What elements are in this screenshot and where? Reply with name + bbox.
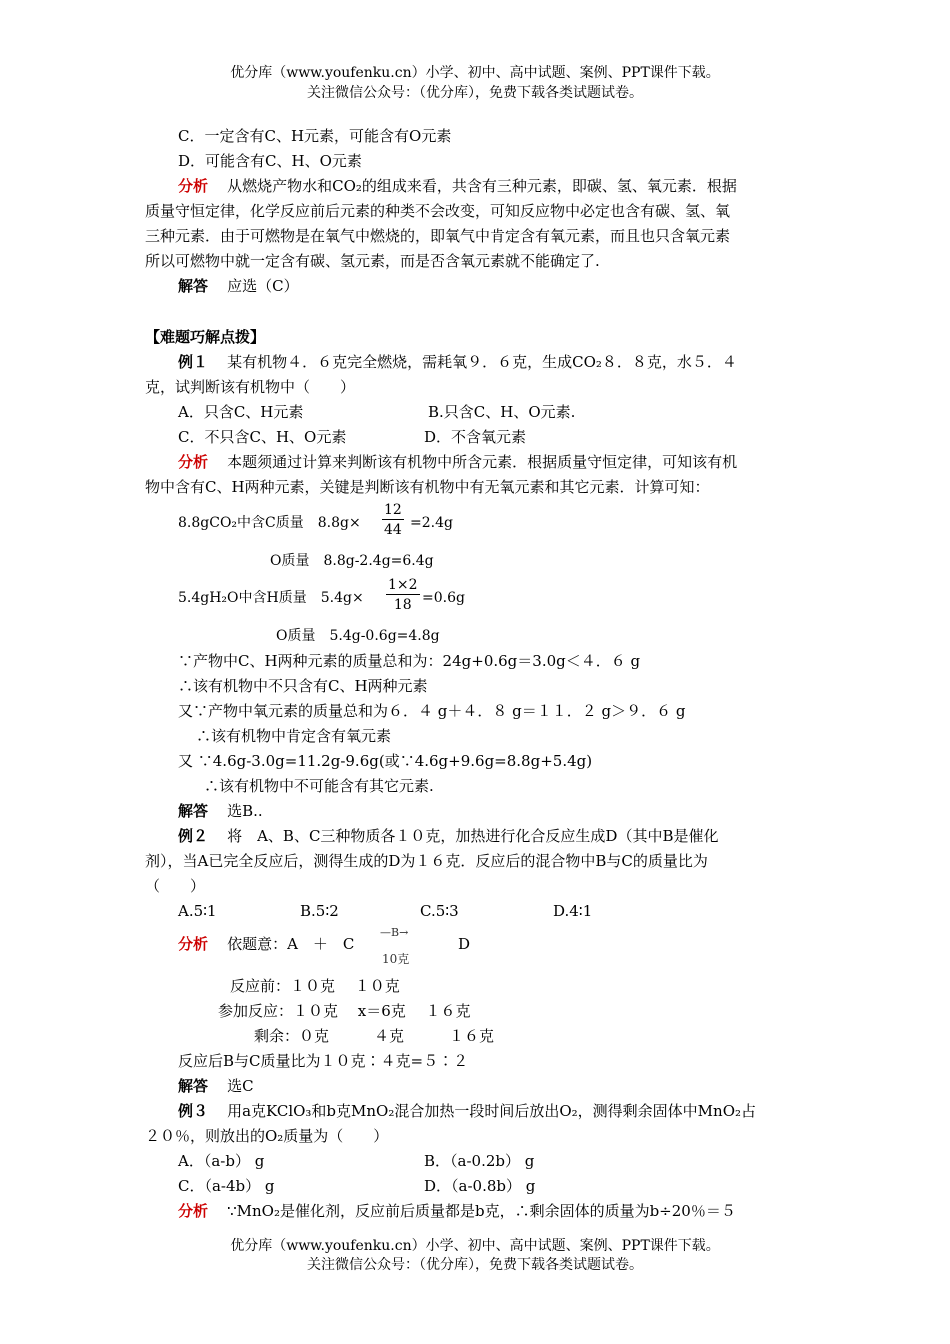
ex3-analysis-1: ∵MnO₂是催化剂，反应前后质量都是b克，∴剩余固体的质量为b÷20％＝５ bbox=[227, 1202, 736, 1220]
ex1-opt-d: D．不含氧元素 bbox=[424, 428, 527, 446]
reaction-arrow-condition: 10克 bbox=[382, 952, 410, 966]
ex3-opt-d: D．（a-0.8b） g bbox=[424, 1177, 536, 1195]
prev-analysis-row bbox=[178, 176, 737, 196]
ex3-q1: 用a克KClO₃和b克MnO₂混合加热一段时间后放出O₂，测得剩余固体中MnO₂占 bbox=[227, 1102, 757, 1120]
ex2-opt-a: A.5∶1 bbox=[178, 902, 217, 920]
ex2-answer: 选C bbox=[227, 1077, 254, 1095]
header-line-1: 优分库（www.youfenku.cn）小学、初中、高中试题、案例、PPT课件下载。 bbox=[230, 65, 720, 81]
prev-option-c: C．一定含有C、H元素，可能含有O元素 bbox=[178, 127, 452, 145]
ex3-analysis-row bbox=[178, 1201, 736, 1221]
reason-2: ∴该有机物中不只含有C、H两种元素 bbox=[178, 677, 428, 695]
analysis-label: 分析 bbox=[178, 177, 209, 195]
reason-5: 又 ∵4.6g-3.0g=11.2g-9.6g(或∵4.6g+9.6g=8.8g+5.4g) bbox=[178, 752, 593, 770]
ex2-ratio: 反应后B与C质量比为１０克∶４克=５∶２ bbox=[178, 1052, 469, 1070]
calc-c-prefix: 8.8gCO₂中含C质量 8.8g× bbox=[178, 515, 361, 531]
ex1-analysis-row bbox=[178, 452, 737, 472]
ex1-question-row bbox=[178, 352, 737, 372]
reason-6: ∴该有机物中不可能含有其它元素. bbox=[204, 777, 434, 795]
ex2-question-row bbox=[178, 826, 718, 846]
ex3-question-row bbox=[178, 1101, 756, 1121]
ex1-answer: 选B.. bbox=[227, 802, 263, 820]
calc-c-denominator: 44 bbox=[384, 522, 402, 538]
footer-line-2: 关注微信公众号：（优分库），免费下载各类试题试卷。 bbox=[307, 1257, 643, 1273]
calc-c-result: =2.4g bbox=[410, 515, 453, 531]
ex1-opt-a: A．只含C、H元素 bbox=[178, 403, 304, 421]
ex2-before: 反应前：１０克 １０克 bbox=[230, 977, 400, 995]
ex2-analysis-row bbox=[178, 934, 354, 954]
calc-h-denominator: 18 bbox=[393, 597, 412, 613]
analysis-label: 分析 bbox=[178, 935, 209, 953]
ex3-opt-a: A．（a-b） g bbox=[178, 1152, 265, 1170]
ex2-eq-left: 依题意：A ＋ C bbox=[227, 935, 355, 953]
calc-c-numerator: 12 bbox=[384, 502, 402, 518]
calc-h-prefix: 5.4gH₂O中含H质量 5.4g× bbox=[178, 590, 364, 606]
ex2-opt-c: C.5∶3 bbox=[420, 902, 459, 920]
ex1-analysis-1: 本题须通过计算来判断该有机物中所含元素．根据质量守恒定律，可知该有机 bbox=[227, 453, 738, 471]
ex2-q2: 剂），当A已完全反应后，测得生成的D为１６克．反应后的混合物中B与C的质量比为 bbox=[145, 852, 708, 870]
calc-h-numerator: 1×2 bbox=[388, 577, 418, 593]
section-title: 【难题巧解点拨】 bbox=[145, 328, 266, 346]
analysis-label: 分析 bbox=[178, 453, 209, 471]
prev-analysis-3: 三种元素．由于可燃物是在氧气中燃烧的，即氧气中肯定含有氧元素，而且也只含氧元素 bbox=[145, 227, 731, 245]
ex1-label: 例１ bbox=[178, 353, 209, 371]
prev-analysis-2: 质量守恒定律，化学反应前后元素的种类不会改变，可知反应物中必定也含有碳、氢、氧 bbox=[145, 202, 731, 220]
calc-c-fraction bbox=[382, 501, 404, 540]
ex2-label: 例２ bbox=[178, 827, 209, 845]
ex2-opt-b: B.5∶2 bbox=[300, 902, 339, 920]
footer-line-1: 优分库（www.youfenku.cn）小学、初中、高中试题、案例、PPT课件下载。 bbox=[230, 1238, 720, 1254]
prev-analysis-4: 所以可燃物中就一定含有碳、氢元素，而是否含氧元素就不能确定了. bbox=[145, 252, 600, 270]
ex2-q3: （ ） bbox=[145, 877, 206, 895]
ex2-react: 参加反应：１０克 x＝6克 １６克 bbox=[218, 1002, 471, 1020]
ex3-opt-b: B．（a-0.2b） g bbox=[424, 1152, 535, 1170]
calc-h-fraction bbox=[386, 576, 420, 615]
reaction-arrow-icon: —B→ bbox=[380, 926, 409, 939]
reason-1: ∵产物中C、H两种元素的质量总和为：24g+0.6g＝3.0g＜４．６ g bbox=[178, 652, 641, 670]
ex2-opt-d: D.4∶1 bbox=[553, 902, 593, 920]
analysis-label: 分析 bbox=[178, 1202, 209, 1220]
answer-label: 解答 bbox=[178, 1077, 209, 1095]
calc-o-2: O质量 5.4g-0.6g=4.8g bbox=[276, 628, 440, 644]
ex2-eq-right: D bbox=[458, 935, 471, 953]
answer-label: 解答 bbox=[178, 802, 209, 820]
prev-answer: 应选（C） bbox=[227, 277, 299, 295]
ex2-answer-row bbox=[178, 1076, 254, 1096]
ex3-q2: ２０％，则放出的O₂质量为（ ） bbox=[145, 1127, 389, 1145]
answer-label: 解答 bbox=[178, 277, 209, 295]
prev-option-d: D．可能含有C、H、O元素 bbox=[178, 152, 362, 170]
reason-3: 又∵产物中氧元素的质量总和为６．４ g＋４．８ g＝１１．２ g＞９．６ g bbox=[178, 702, 686, 720]
prev-answer-row bbox=[178, 276, 299, 296]
prev-analysis-1: 从燃烧产物水和CO₂的组成来看，共含有三种元素，即碳、氢、氧元素．根据 bbox=[227, 177, 737, 195]
ex3-opt-c: C．（a-4b） g bbox=[178, 1177, 275, 1195]
header-line-2: 关注微信公众号：（优分库），免费下载各类试题试卷。 bbox=[307, 85, 643, 101]
ex1-opt-c: C．不只含C、H、O元素 bbox=[178, 428, 347, 446]
reason-4: ∴该有机物中肯定含有氧元素 bbox=[196, 727, 392, 745]
ex3-label: 例３ bbox=[178, 1102, 209, 1120]
ex1-q1: 某有机物４．６克完全燃烧，需耗氧９．６克，生成CO₂８．８克，水５．４ bbox=[227, 353, 737, 371]
ex1-analysis-2: 物中含有C、H两种元素，关键是判断该有机物中有无氧元素和其它元素．计算可知： bbox=[145, 478, 710, 496]
ex2-q1: 将 A、B、C三种物质各１０克，加热进行化合反应生成D（其中B是催化 bbox=[227, 827, 719, 845]
ex1-opt-b: B.只含C、H、O元素. bbox=[428, 403, 576, 421]
ex1-answer-row bbox=[178, 801, 263, 821]
ex1-q2: 克，试判断该有机物中（ ） bbox=[145, 378, 356, 396]
calc-o-1: O质量 8.8g-2.4g=6.4g bbox=[270, 553, 434, 569]
ex2-remain: 剩余：０克 ４克 １６克 bbox=[254, 1027, 495, 1045]
calc-h-result: =0.6g bbox=[422, 590, 465, 606]
